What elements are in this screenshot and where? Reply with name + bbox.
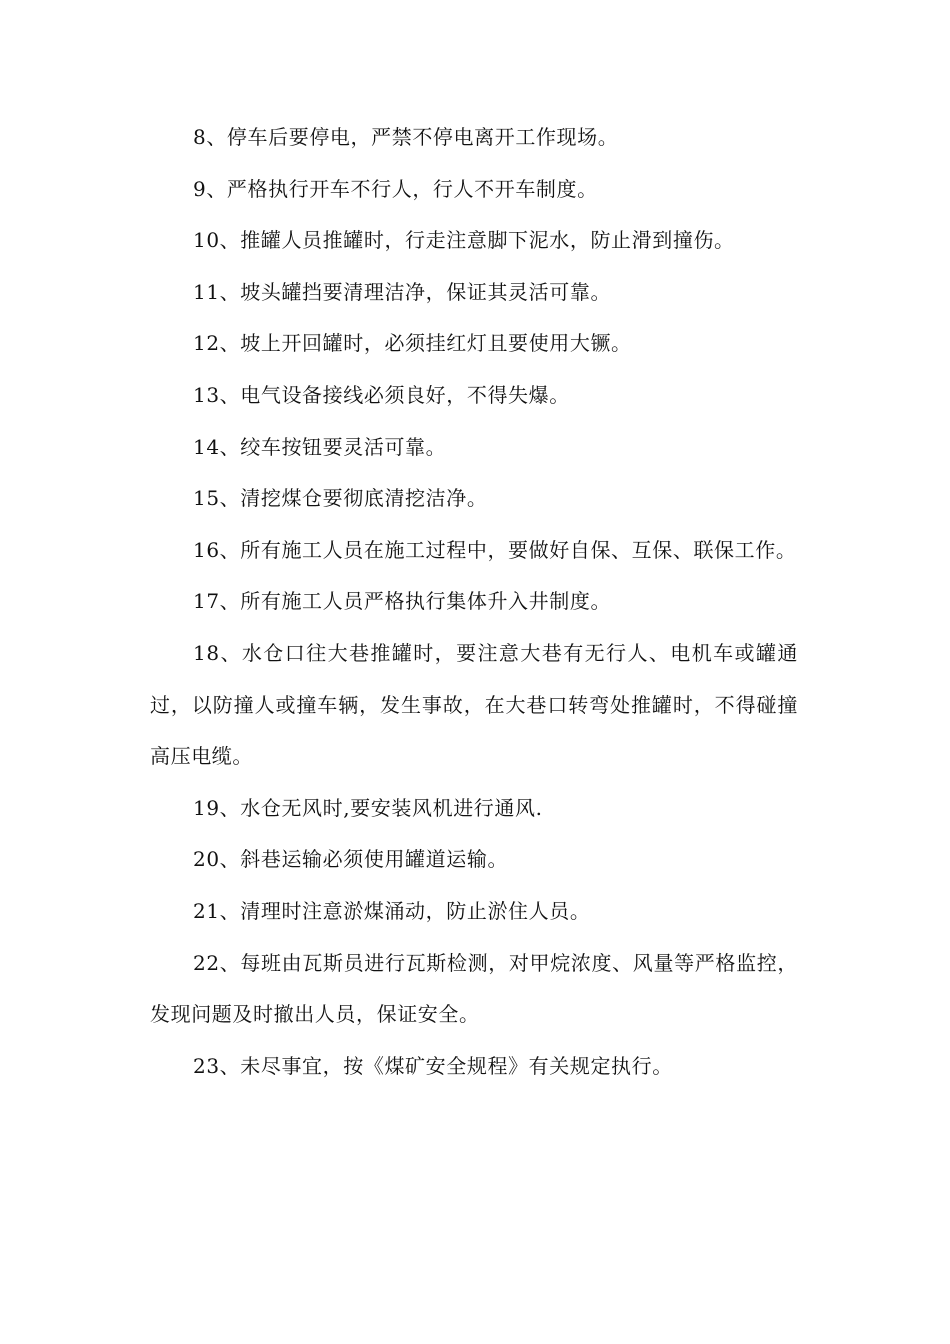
rule-item-19: 19、水仓无风时,要安装风机进行通风.	[193, 795, 543, 820]
rule-item-13: 13、电气设备接线必须良好，不得失爆。	[193, 382, 570, 407]
rule-item-21: 21、清理时注意淤煤涌动，防止淤住人员。	[193, 898, 591, 923]
rule-item-20: 20、斜巷运输必须使用罐道运输。	[193, 847, 509, 872]
rule-item-15: 15、清挖煤仓要彻底清挖洁净。	[193, 486, 488, 511]
rule-item-12: 12、坡上开回罐时，必须挂红灯且要使用大镢。	[193, 331, 632, 356]
rule-item-23: 23、未尽事宜，按《煤矿安全规程》有关规定执行。	[193, 1053, 673, 1078]
rule-item-10: 10、推罐人员推罐时，行走注意脚下泥水，防止滑到撞伤。	[193, 228, 735, 253]
rule-item-16: 16、所有施工人员在施工过程中，要做好自保、互保、联保工作。	[193, 537, 797, 562]
rule-item-17: 17、所有施工人员严格执行集体升入井制度。	[193, 589, 612, 614]
rule-item-14: 14、绞车按钮要灵活可靠。	[193, 434, 447, 459]
rule-item-9: 9、严格执行开车不行人，行人不开车制度。	[193, 176, 598, 201]
rule-item-22: 22、每班由瓦斯员进行瓦斯检测，对甲烷浓度、风量等严格监控，发现问题及时撤出人员，保证安全。	[150, 950, 798, 1027]
rule-item-11: 11、坡头罐挡要清理洁净，保证其灵活可靠。	[193, 279, 612, 304]
rule-item-8: 8、停车后要停电，严禁不停电离开工作现场。	[193, 125, 619, 149]
rule-item-18: 18、水仓口往大巷推罐时，要注意大巷有无行人、电机车或罐通过，以防撞人或撞车辆，发生事故，在大巷口转弯处推罐时，不得碰撞高压电缆。	[150, 640, 798, 769]
document-body	[150, 112, 798, 1092]
